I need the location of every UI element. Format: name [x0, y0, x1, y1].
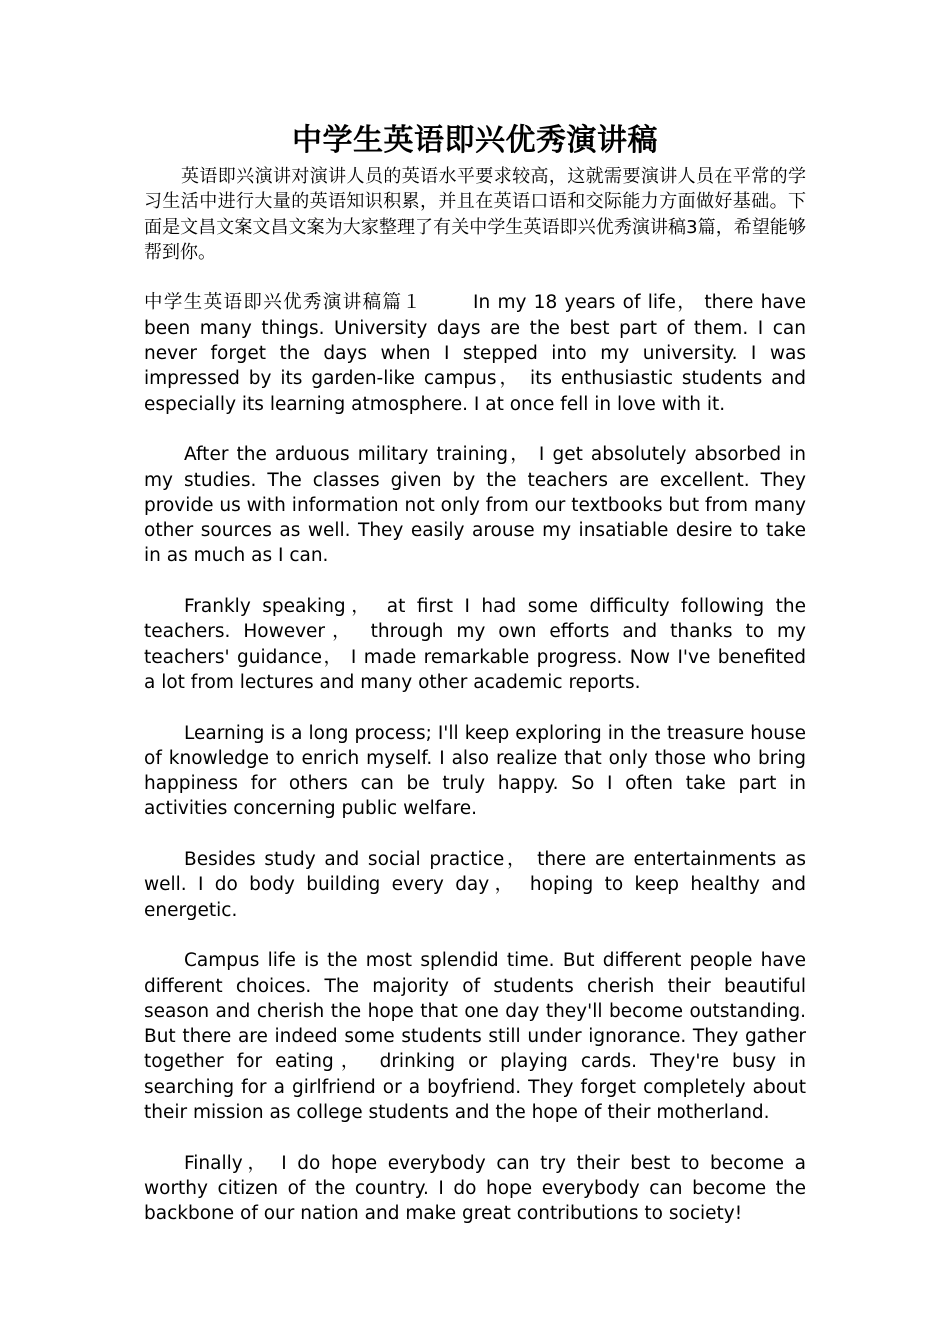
paragraph-gap	[144, 1125, 806, 1150]
body-paragraph-7: Finally， I do hope everybody can try their best to become a worthy citizen of the country. I do hope everybody can become the backbone of our nation and make great contributions to society!	[144, 1152, 806, 1225]
document-title: 中学生英语即兴优秀演讲稿	[292, 123, 658, 158]
paragraph-gap	[144, 417, 806, 442]
section-paragraph-1	[144, 290, 806, 416]
section-heading: 中学生英语即兴优秀演讲稿篇１	[144, 292, 423, 314]
paragraph-gap	[144, 923, 806, 948]
paragraph-gap	[144, 695, 806, 720]
paragraph-gap	[144, 822, 806, 847]
paragraph-gap	[144, 569, 806, 594]
body-paragraph-1-text: In my 18 years of life， there have been many things. University days are the best part of them. I can never forget the days when I stepped into my university. I was impressed by its garden-like campus， its enthusiastic students and especially its learning atmosphere. I at once fell in love with it.	[144, 292, 806, 415]
body-paragraph-5: Besides study and social practice， there are entertainments as well. I do body building every day， hoping to keep healthy and energetic.	[144, 849, 806, 921]
document-page	[144, 118, 806, 1226]
paragraph-gap	[144, 265, 806, 290]
body-paragraph-4: Learning is a long process; I'll keep exploring in the treasure house of knowledge to enrich myself. I also realize that only those who bring happiness for others can be truly happy. So I often take part in activities concerning public welfare.	[144, 722, 806, 820]
body-paragraph-2: After the arduous military training， I get absolutely absorbed in my studies. The classes given by the teachers are excellent. They provide us with information not only from our textbooks but from many other sources as well. They easily arouse my insatiable desire to take in as much as I can.	[144, 444, 806, 567]
intro-paragraph: 英语即兴演讲对演讲人员的英语水平要求较高，这就需要演讲人员在平常的学习生活中进行大量的英语知识积累，并且在英语口语和交际能力方面做好基础。下面是文昌文案文昌文案为大家整理了有关中学生英语即兴优秀演讲稿3篇，希望能够帮到你。	[144, 166, 806, 263]
body-paragraph-3: Frankly speaking， at first I had some difficulty following the teachers. However， through my own efforts and thanks to my teachers' guidance， I made remarkable progress. Now I've benefited a lot from lectures and many other academic reports.	[144, 596, 806, 693]
body-paragraph-6: Campus life is the most splendid time. But different people have different choices. The majority of students cherish their beautiful season and cherish the hope that one day they'll become outstanding. But there are indeed some students still under ignorance. They gather together for eating， drinking or playing cards. They're busy in searching for a girlfriend or a boyfriend. They forget completely about their mission as college students and the hope of their motherland.	[144, 950, 806, 1123]
